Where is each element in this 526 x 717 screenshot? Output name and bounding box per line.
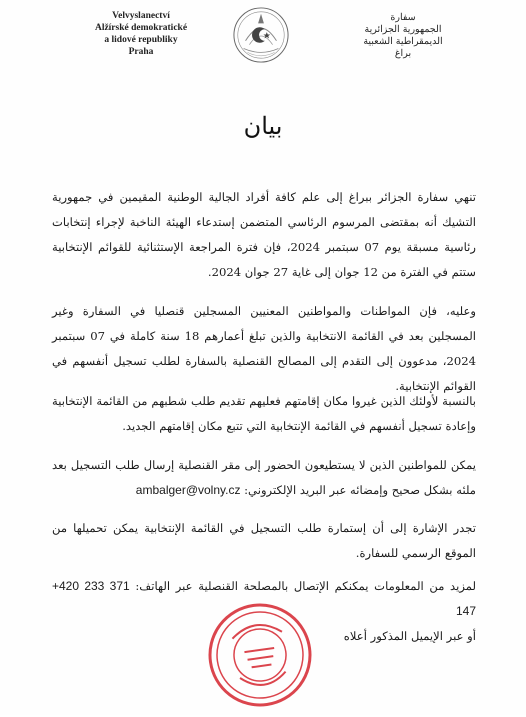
paragraph-form-download: تجدر الإشارة إلى أن إستمارة طلب التسجيل في القائمة الإنتخابية يمكن تحميلها من الموقع الرسمي للسفارة. (52, 521, 476, 560)
paragraph-eligibility: وعليه، فإن المواطنات والمواطنين المعنيين المسجلين قنصليا في السفارة وغير المسجلين بعد في القائمة الانتخابية والذين تبلغ أعمارهم 18 سنة كاملة في 07 سبتمبر 2024، مدعوون إلى التقدم إلى المصالح القنصلية بالسفارة لطلب تسجيل أنفسهم في القوائم الإنتخابية. (52, 304, 476, 393)
header-czech-block (82, 10, 200, 58)
header-czech-line-2: Alžírské demokratické (94, 23, 188, 33)
paragraph-address-change: بالنسبة لأولئك الذين غيروا مكان إقامتهم فعليهم تقديم طلب شطبهم من القائمة الإنتخابية وإعادة تسجيل أنفسهم في القائمة الإنتخابية التي تتبع مكان إقامتهم الجديد. (52, 394, 476, 433)
header-czech-line-1: Velvyslanectví (112, 11, 170, 21)
header-arabic-line-3: الديمقراطية الشعبية (363, 36, 443, 47)
header-arabic-line-1: سفارة (390, 12, 416, 23)
contact-text: لمزيد من المعلومات يمكنكم الإتصال بالمصلحة القنصلية عبر الهاتف: (135, 579, 476, 593)
consular-phone-number[interactable]: +420 233 371 147 (52, 579, 476, 618)
email-submission-text: يمكن للمواطنين الذين لا يستطيعون الحضور إلى مقر القنصلية إرسال طلب التسجيل بعد ملئه بشكل صحيح وإمضائه عبر البريد الإلكتروني: (52, 458, 476, 497)
header-czech-line-3: a lidové republiky (104, 35, 178, 45)
paragraph-email-submission (52, 453, 476, 503)
header-czech-line-4: Praha (128, 47, 154, 57)
algeria-national-emblem-icon (232, 6, 290, 64)
embassy-seal-stamp-icon (198, 593, 322, 717)
contact-tail-text: أو عبر الإيميل المذكور أعلاه (343, 629, 476, 643)
paragraph-announcement: تنهي سفارة الجزائر ببراغ إلى علم كافة أفراد الجالية الوطنية المقيمين في جمهورية التشيك أنه بمقتضى المرسوم الرئاسي المتضمن إستدعاء الهيئة الناخبة لإجراء إنتخابات رئاسية مسبقة يوم 07 سبتمبر 2024، فإن فترة المراجعة الإستثنائية للقوائم الإنتخابية ستتم في الفترة من 12 جوان إلى غاية 27 جوان 2024. (52, 190, 476, 279)
embassy-email-link[interactable]: ambalger@volny.cz (135, 483, 241, 497)
header-arabic-block (348, 12, 458, 60)
document-title: بيان (243, 112, 283, 140)
header-arabic-line-4: براغ (394, 48, 412, 59)
header-arabic-line-2: الجمهورية الجزائرية (364, 24, 442, 35)
